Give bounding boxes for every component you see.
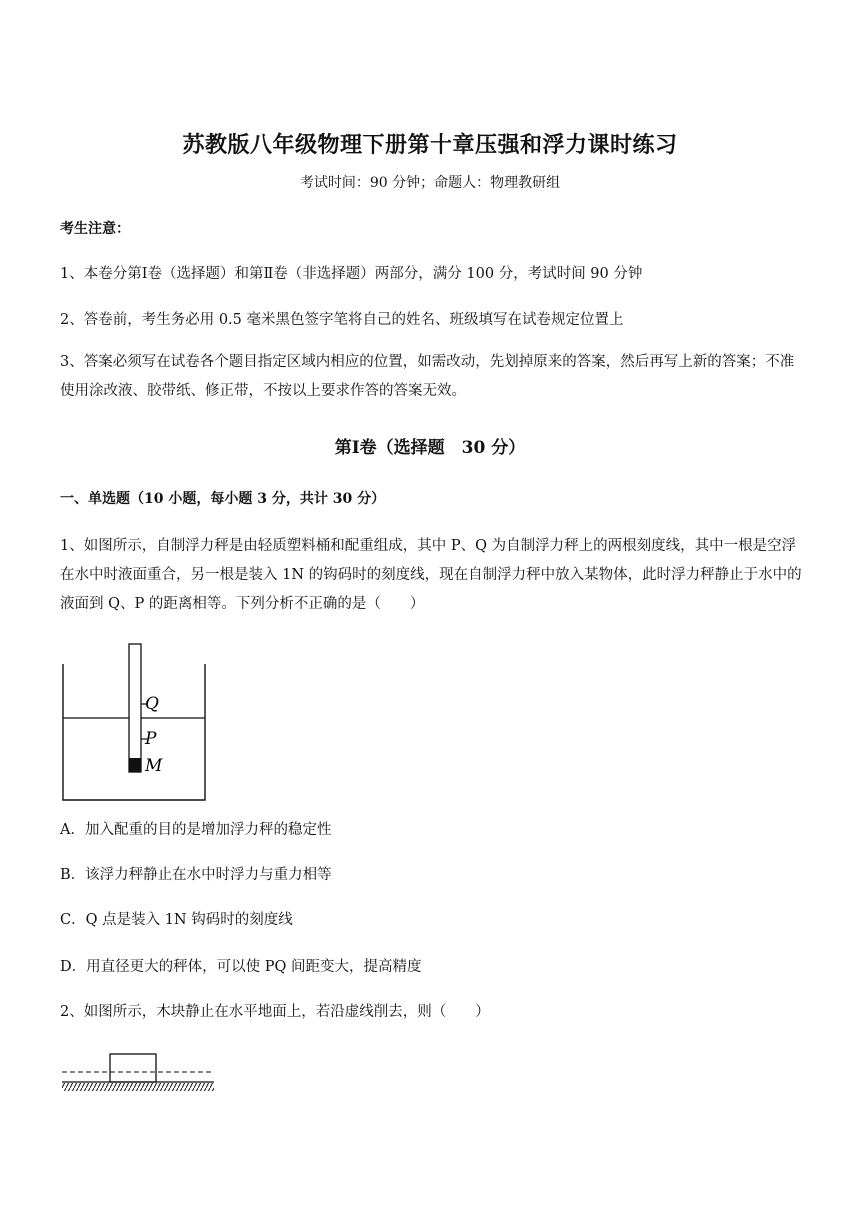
block-figure — [58, 1048, 218, 1096]
label-m: M — [145, 756, 163, 776]
notice-item-2: 2、答卷前，考生务必用 0.5 毫米黑色签字笔将自己的姓名、班级填写在试卷规定位置上 — [60, 312, 624, 328]
section-title: 第Ⅰ卷（选择题 30 分） — [334, 438, 526, 458]
notice-item-3: 3、答案必须写在试卷各个题目指定区域内相应的位置，如需改动，先划掉原来的答案，然后再写上新的答案；不准使用涂改液、胶带纸、修正带，不按以上要求作答的答案无效。 — [60, 354, 795, 399]
page-title: 苏教版八年级物理下册第十章压强和浮力课时练习 — [182, 132, 678, 158]
wood-block — [110, 1054, 156, 1082]
notice-heading: 考生注意： — [60, 221, 130, 237]
float-scale-figure — [55, 636, 220, 808]
q1-option-b: B．该浮力秤静止在水中时浮力与重力相等 — [60, 867, 332, 883]
label-q: Q — [145, 694, 159, 714]
question-2-stem: 2、如图所示，木块静止在水平地面上，若沿虚线削去，则（ ） — [60, 1004, 490, 1020]
label-p: P — [145, 729, 157, 749]
q1-option-d: D．用直径更大的秤体，可以使 PQ 间距变大，提高精度 — [60, 959, 422, 975]
question-1-stem: 1、如图所示，自制浮力秤是由轻质塑料桶和配重组成，其中 P、Q 为自制浮力秤上的两根刻度线，其中一根是空浮在水中时液面重合，另一根是装入 1N 的钩码时的刻度线，现在自制浮力秤中放入某物体，此时浮力秤静止于水中的液面到 Q、P 的距离相等。下列分析不正确的是（ ） — [60, 538, 802, 612]
ground-hatching — [62, 1083, 214, 1091]
q1-option-a: A．加入配重的目的是增加浮力秤的稳定性 — [60, 822, 332, 838]
notice-item-1: 1、本卷分第Ⅰ卷（选择题）和第Ⅱ卷（非选择题）两部分，满分 100 分，考试时间 90 分钟 — [60, 266, 643, 282]
section-subtitle: 一、单选题（10 小题，每小题 3 分，共计 30 分） — [60, 491, 386, 507]
exam-info: 考试时间：90 分钟；命题人：物理教研组 — [299, 175, 561, 191]
counterweight-m — [129, 758, 141, 772]
q1-option-c: C．Q 点是装入 1N 钩码时的刻度线 — [60, 912, 293, 928]
scale-tube — [129, 644, 141, 772]
